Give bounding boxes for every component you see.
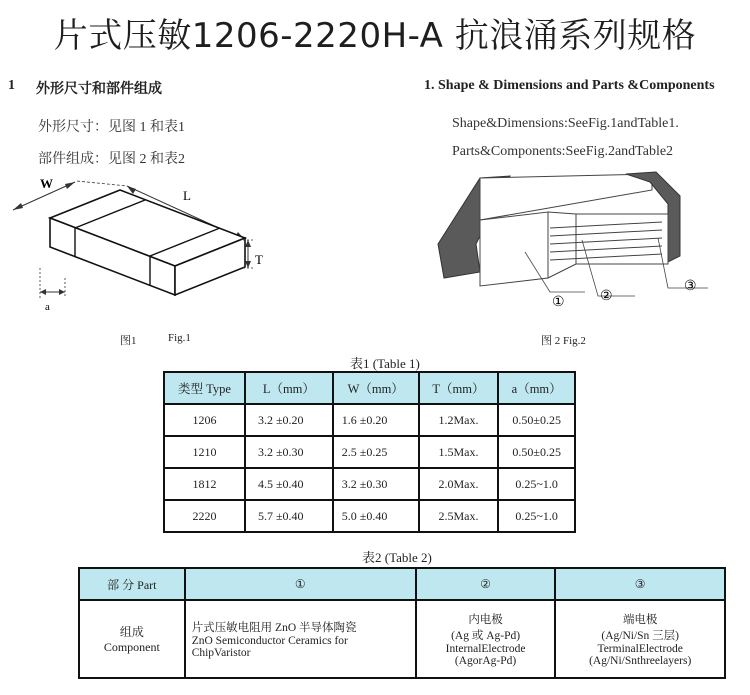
c1-line1: 片式压敏电阻用 ZnO 半导体陶瓷 [191, 622, 357, 634]
callout-3: ③ [684, 279, 697, 294]
table-cell: 0.25~1.0 [498, 500, 575, 532]
table2-header-3: ③ [555, 568, 725, 600]
c3-line3: TerminalElectrode [597, 643, 683, 655]
table1-header-a: a（mm） [498, 372, 575, 404]
component-label-cell [79, 600, 185, 678]
component-label-cn: 组成 [119, 625, 144, 639]
dimensions-line-cn: 外形尺寸：见图 1 和表1 [38, 120, 185, 135]
component-1-cell [185, 600, 416, 678]
table-row [164, 468, 575, 500]
table-cell: 2220 [164, 500, 245, 532]
a-label: a [45, 301, 50, 313]
c3-line1: 端电极 [622, 614, 658, 626]
table1-caption: 表1 (Table 1) [350, 356, 420, 371]
table-cell: 0.25~1.0 [498, 468, 575, 500]
table2-header-1: ① [185, 568, 416, 600]
t-label: T [255, 252, 263, 267]
section-heading-en: 1. Shape & Dimensions and Parts &Components [424, 78, 715, 93]
table2-header-2: ② [416, 568, 556, 600]
table2-caption: 表2 (Table 2) [362, 550, 432, 565]
callout-1: ① [552, 295, 565, 310]
table-cell: 1.6 ±0.20 [333, 404, 419, 436]
table-cell: 3.2 ±0.20 [245, 404, 333, 436]
table-row [164, 500, 575, 532]
figure-1-chip-drawing [5, 170, 275, 320]
section-number: 1 [8, 78, 15, 93]
table-cell: 1.5Max. [419, 436, 499, 468]
table1-header-row [164, 372, 575, 404]
table1-header-l: L（mm） [245, 372, 333, 404]
fig1-caption-cn: 图1 [120, 335, 137, 347]
c2-line4: (AgorAg-Pd) [454, 655, 517, 667]
table-row [164, 436, 575, 468]
table2-header-part: 部 分 Part [79, 568, 185, 600]
table-cell: 5.0 ±0.40 [333, 500, 419, 532]
table-cell: 2.5 ±0.25 [333, 436, 419, 468]
table-cell: 4.5 ±0.40 [245, 468, 333, 500]
table-cell: 0.50±0.25 [498, 436, 575, 468]
component-3-cell [555, 600, 725, 678]
table-row [164, 404, 575, 436]
c2-line1: 内电极 [468, 614, 503, 626]
component-2-cell [416, 600, 556, 678]
table-cell: 3.2 ±0.30 [333, 468, 419, 500]
table-cell: 5.7 ±0.40 [245, 500, 333, 532]
table-cell: 1210 [164, 436, 245, 468]
c3-line2: (Ag/Ni/Sn 三层) [601, 630, 679, 642]
component-label-en: Component [103, 640, 160, 654]
c3-line4: (Ag/Ni/Snthreelayers) [589, 655, 692, 667]
components-line-en: Parts&Components:SeeFig.2andTable2 [452, 144, 674, 159]
table-cell: 3.2 ±0.30 [245, 436, 333, 468]
table-cell: 1206 [164, 404, 245, 436]
dimensions-line-en: Shape&Dimensions:SeeFig.1andTable1. [452, 116, 679, 131]
page-title: 片式压敏1206-2220H-A 抗浪涌系列规格 [53, 16, 697, 56]
table2-header-row [79, 568, 725, 600]
fig2-caption: 图 2 Fig.2 [541, 335, 586, 347]
table-1-dimensions [163, 371, 576, 533]
c1-line2: ZnO Semiconductor Ceramics for [191, 635, 348, 647]
c1-line3: ChipVaristor [191, 647, 251, 659]
fig1-caption-en: Fig.1 [168, 332, 191, 344]
table-2-components [78, 567, 726, 679]
c2-line3: InternalElectrode [445, 643, 526, 655]
c2-line2: (Ag 或 Ag-Pd) [451, 630, 521, 642]
table-row [79, 600, 725, 678]
l-label: L [183, 188, 191, 203]
components-line-cn: 部件组成：见图 2 和表2 [38, 152, 185, 167]
table-cell: 0.50±0.25 [498, 404, 575, 436]
table-cell: 2.0Max. [419, 468, 499, 500]
table1-header-type: 类型 Type [164, 372, 245, 404]
w-label: W [40, 176, 53, 191]
table-cell: 1812 [164, 468, 245, 500]
table1-header-t: T（mm） [419, 372, 499, 404]
table-cell: 2.5Max. [419, 500, 499, 532]
table-cell: 1.2Max. [419, 404, 499, 436]
table1-header-w: W（mm） [333, 372, 419, 404]
section-heading-cn: 外形尺寸和部件组成 [36, 82, 162, 97]
figure-2-structure-drawing [430, 160, 730, 325]
callout-2: ② [600, 289, 613, 304]
